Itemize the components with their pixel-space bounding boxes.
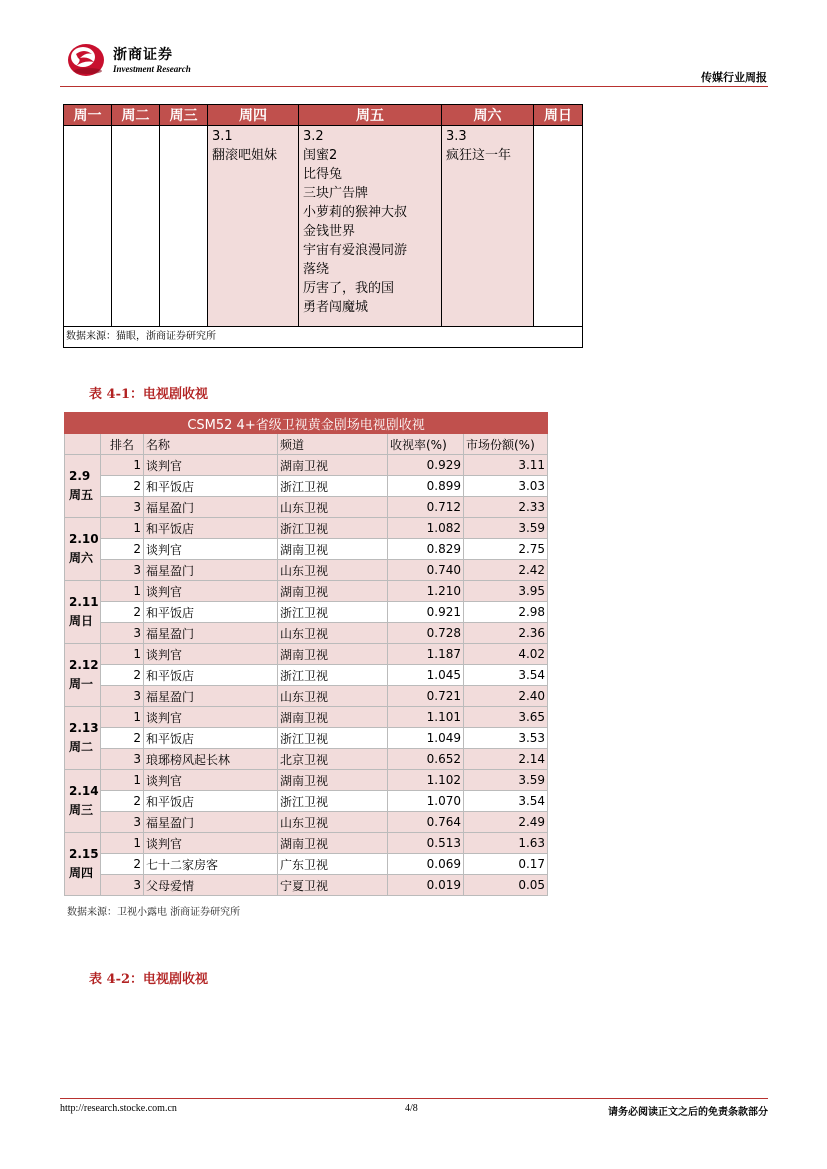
rating-cell: 0.899 — [388, 476, 464, 497]
program-name-cell: 福星盈门 — [144, 686, 278, 707]
program-name-cell: 和平饭店 — [144, 476, 278, 497]
report-type: 传媒行业周报 — [701, 71, 767, 84]
rank-cell: 3 — [101, 749, 144, 770]
date-group-cell — [65, 833, 101, 896]
program-name-cell: 和平饭店 — [144, 602, 278, 623]
table-row — [65, 812, 548, 833]
table-row — [65, 476, 548, 497]
group-weekday: 周五 — [69, 488, 94, 502]
share-cell: 3.54 — [464, 791, 548, 812]
share-cell: 3.95 — [464, 581, 548, 602]
rank-cell: 1 — [101, 455, 144, 476]
table-row — [65, 581, 548, 602]
rating-cell: 0.721 — [388, 686, 464, 707]
rank-cell: 2 — [101, 602, 144, 623]
share-header: 市场份额(%) — [464, 434, 548, 455]
program-name-cell: 父母爱情 — [144, 875, 278, 896]
share-cell: 3.54 — [464, 665, 548, 686]
program-name-cell: 福星盈门 — [144, 812, 278, 833]
channel-cell: 浙江卫视 — [278, 791, 388, 812]
rating-cell: 0.728 — [388, 623, 464, 644]
film-title: 三块广告牌 — [303, 186, 369, 201]
program-name-cell: 谈判官 — [144, 539, 278, 560]
table-caption-4-1: 表 4-1：电视剧收视 — [89, 387, 209, 402]
day-header: 周五 — [299, 105, 442, 126]
program-name-cell: 七十二家房客 — [144, 854, 278, 875]
film-title: 闺蜜2 — [303, 148, 338, 163]
date-header — [65, 434, 101, 455]
program-name-cell: 琅琊榜风起长林 — [144, 749, 278, 770]
rating-cell: 0.764 — [388, 812, 464, 833]
share-cell: 2.36 — [464, 623, 548, 644]
rank-cell: 1 — [101, 581, 144, 602]
program-name-cell: 谈判官 — [144, 770, 278, 791]
program-name-cell: 谈判官 — [144, 644, 278, 665]
film-title: 疯狂这一年 — [446, 148, 512, 163]
program-name-cell: 谈判官 — [144, 581, 278, 602]
rating-cell: 1.101 — [388, 707, 464, 728]
film-title: 落绕 — [303, 262, 330, 277]
date-group-cell — [65, 518, 101, 581]
rating-cell: 0.712 — [388, 497, 464, 518]
share-cell: 2.40 — [464, 686, 548, 707]
logo-company-name: 浙商证券 — [113, 47, 173, 63]
program-name-cell: 谈判官 — [144, 707, 278, 728]
share-cell: 3.53 — [464, 728, 548, 749]
group-date: 2.9 — [69, 469, 91, 483]
date-group-cell — [65, 455, 101, 518]
release-date: 3.2 — [303, 129, 324, 144]
rank-cell: 2 — [101, 476, 144, 497]
channel-cell: 湖南卫视 — [278, 539, 388, 560]
share-cell: 2.75 — [464, 539, 548, 560]
sun-cell — [534, 126, 583, 327]
channel-cell: 山东卫视 — [278, 497, 388, 518]
name-header: 名称 — [144, 434, 278, 455]
group-date: 2.11 — [69, 595, 99, 609]
group-weekday: 周六 — [69, 551, 94, 565]
channel-cell: 山东卫视 — [278, 812, 388, 833]
rank-cell: 3 — [101, 623, 144, 644]
disclaimer-note: 请务必阅读正文之后的免责条款部分 — [608, 1107, 768, 1118]
channel-header: 频道 — [278, 434, 388, 455]
program-name-cell: 谈判官 — [144, 455, 278, 476]
company-logo-icon — [66, 40, 106, 78]
program-name-cell: 谈判官 — [144, 833, 278, 854]
table-row — [65, 686, 548, 707]
release-date: 3.3 — [446, 129, 467, 144]
group-weekday: 周二 — [69, 740, 94, 754]
schedule-header-row — [64, 105, 583, 126]
table-row — [65, 665, 548, 686]
table-row — [65, 770, 548, 791]
share-cell: 3.11 — [464, 455, 548, 476]
channel-cell: 湖南卫视 — [278, 644, 388, 665]
channel-cell: 广东卫视 — [278, 854, 388, 875]
rank-cell: 3 — [101, 686, 144, 707]
day-header: 周三 — [160, 105, 208, 126]
rank-cell: 1 — [101, 518, 144, 539]
rank-cell: 1 — [101, 770, 144, 791]
date-group-cell — [65, 644, 101, 707]
share-cell: 2.14 — [464, 749, 548, 770]
header-divider — [60, 86, 768, 87]
tv-ratings-table — [64, 412, 548, 896]
channel-cell: 浙江卫视 — [278, 518, 388, 539]
share-cell: 2.98 — [464, 602, 548, 623]
channel-cell: 浙江卫视 — [278, 665, 388, 686]
rating-cell: 0.921 — [388, 602, 464, 623]
sat-cell — [442, 126, 534, 327]
rating-cell: 0.740 — [388, 560, 464, 581]
share-cell: 2.49 — [464, 812, 548, 833]
day-header: 周一 — [64, 105, 112, 126]
film-title: 厉害了，我的国 — [303, 281, 395, 296]
program-name-cell: 和平饭店 — [144, 791, 278, 812]
channel-cell: 浙江卫视 — [278, 728, 388, 749]
program-name-cell: 福星盈门 — [144, 497, 278, 518]
group-weekday: 周四 — [69, 866, 94, 880]
group-date: 2.10 — [69, 532, 99, 546]
rating-cell: 1.049 — [388, 728, 464, 749]
channel-cell: 湖南卫视 — [278, 707, 388, 728]
rating-cell: 1.187 — [388, 644, 464, 665]
table-row — [65, 644, 548, 665]
date-group-cell — [65, 770, 101, 833]
rank-cell: 3 — [101, 497, 144, 518]
channel-cell: 宁夏卫视 — [278, 875, 388, 896]
ratings-title: CSM52 4+省级卫视黄金剧场电视剧收视 — [65, 413, 548, 434]
program-name-cell: 福星盈门 — [144, 560, 278, 581]
schedule-source-row — [64, 327, 583, 348]
rank-cell: 2 — [101, 854, 144, 875]
group-weekday: 周三 — [69, 803, 94, 817]
table-row — [65, 728, 548, 749]
day-header: 周四 — [208, 105, 299, 126]
film-title: 勇者闯魔城 — [303, 300, 369, 315]
fri-cell — [299, 126, 442, 327]
channel-cell: 湖南卫视 — [278, 581, 388, 602]
rating-cell: 0.069 — [388, 854, 464, 875]
program-name-cell: 福星盈门 — [144, 623, 278, 644]
thu-cell — [208, 126, 299, 327]
table-row — [65, 518, 548, 539]
rank-cell: 2 — [101, 728, 144, 749]
table-row — [65, 602, 548, 623]
wed-cell — [160, 126, 208, 327]
rank-cell: 3 — [101, 560, 144, 581]
footer-divider — [60, 1098, 768, 1099]
film-title: 翻滚吧姐妹 — [212, 148, 278, 163]
table-row — [65, 833, 548, 854]
release-date: 3.1 — [212, 129, 233, 144]
table-row — [65, 875, 548, 896]
share-cell: 0.05 — [464, 875, 548, 896]
group-date: 2.15 — [69, 847, 99, 861]
group-date: 2.14 — [69, 784, 99, 798]
program-name-cell: 和平饭店 — [144, 665, 278, 686]
share-cell: 1.63 — [464, 833, 548, 854]
table-row — [65, 707, 548, 728]
rating-cell: 0.513 — [388, 833, 464, 854]
program-name-cell: 和平饭店 — [144, 728, 278, 749]
rating-cell: 1.045 — [388, 665, 464, 686]
day-header: 周二 — [112, 105, 160, 126]
rating-cell: 0.652 — [388, 749, 464, 770]
table-row — [65, 539, 548, 560]
share-cell: 4.02 — [464, 644, 548, 665]
film-title: 金钱世界 — [303, 224, 356, 239]
rank-cell: 2 — [101, 665, 144, 686]
schedule-body-row — [64, 126, 583, 327]
table-row — [65, 623, 548, 644]
channel-cell: 湖南卫视 — [278, 770, 388, 791]
ratings-title-row — [65, 413, 548, 434]
ratings-header-row — [65, 434, 548, 455]
mon-cell — [64, 126, 112, 327]
channel-cell: 山东卫视 — [278, 560, 388, 581]
rating-cell: 0.829 — [388, 539, 464, 560]
day-header: 周日 — [534, 105, 583, 126]
table-row — [65, 560, 548, 581]
group-weekday: 周一 — [69, 677, 94, 691]
rating-cell: 0.929 — [388, 455, 464, 476]
channel-cell: 湖南卫视 — [278, 455, 388, 476]
share-cell: 3.59 — [464, 770, 548, 791]
rating-cell: 1.070 — [388, 791, 464, 812]
channel-cell: 浙江卫视 — [278, 476, 388, 497]
day-header: 周六 — [442, 105, 534, 126]
rank-header: 排名 — [101, 434, 144, 455]
rank-cell: 3 — [101, 812, 144, 833]
table-row — [65, 749, 548, 770]
channel-cell: 山东卫视 — [278, 686, 388, 707]
rank-cell: 2 — [101, 791, 144, 812]
film-title: 比得兔 — [303, 167, 343, 182]
date-group-cell — [65, 581, 101, 644]
table-row — [65, 497, 548, 518]
ratings-data-source: 数据来源：卫视小露电 浙商证券研究所 — [67, 907, 241, 918]
table-caption-4-2: 表 4-2：电视剧收视 — [89, 972, 209, 987]
film-title: 宇宙有爱浪漫同游 — [303, 243, 408, 258]
rank-cell: 1 — [101, 833, 144, 854]
page-number: 4/8 — [405, 1103, 418, 1114]
rank-cell: 1 — [101, 707, 144, 728]
rating-cell: 0.019 — [388, 875, 464, 896]
share-cell: 3.03 — [464, 476, 548, 497]
logo-english-name: Investment Research — [113, 64, 191, 74]
group-weekday: 周日 — [69, 614, 94, 628]
film-title: 小萝莉的猴神大叔 — [303, 205, 408, 220]
rating-cell: 1.082 — [388, 518, 464, 539]
rank-cell: 3 — [101, 875, 144, 896]
channel-cell: 山东卫视 — [278, 623, 388, 644]
rank-cell: 2 — [101, 539, 144, 560]
rating-cell: 1.102 — [388, 770, 464, 791]
share-cell: 2.42 — [464, 560, 548, 581]
rating-cell: 1.210 — [388, 581, 464, 602]
rank-cell: 1 — [101, 644, 144, 665]
table-row — [65, 791, 548, 812]
share-cell: 2.33 — [464, 497, 548, 518]
tue-cell — [112, 126, 160, 327]
rating-header: 收视率(%) — [388, 434, 464, 455]
footer-url[interactable]: http://research.stocke.com.cn — [60, 1103, 177, 1114]
date-group-cell — [65, 707, 101, 770]
share-cell: 3.59 — [464, 518, 548, 539]
share-cell: 0.17 — [464, 854, 548, 875]
release-schedule-table — [63, 104, 583, 348]
channel-cell: 湖南卫视 — [278, 833, 388, 854]
channel-cell: 浙江卫视 — [278, 602, 388, 623]
group-date: 2.12 — [69, 658, 99, 672]
share-cell: 3.65 — [464, 707, 548, 728]
table-row — [65, 854, 548, 875]
table-row — [65, 455, 548, 476]
data-source: 数据来源：猫眼，浙商证券研究所 — [64, 327, 583, 348]
channel-cell: 北京卫视 — [278, 749, 388, 770]
program-name-cell: 和平饭店 — [144, 518, 278, 539]
group-date: 2.13 — [69, 721, 99, 735]
